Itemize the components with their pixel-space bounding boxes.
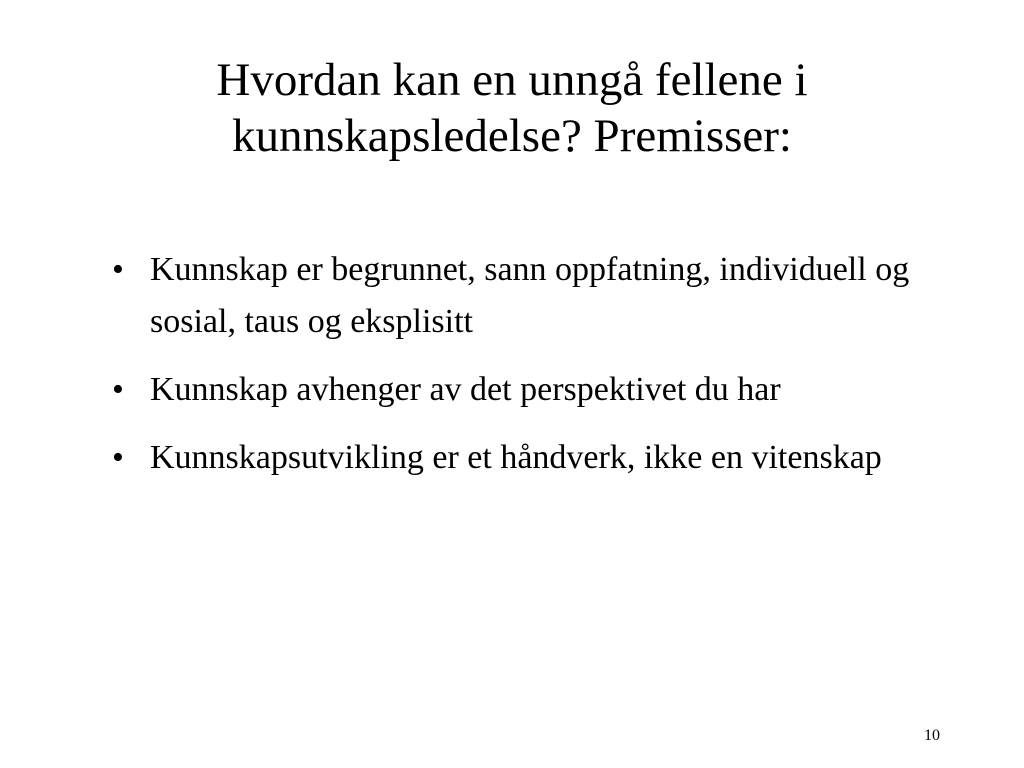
bullet-item [110, 244, 930, 348]
bullet-text: Kunnskapsutvikling er et håndverk, ikke en vitenskap [150, 439, 882, 476]
slide-title: Hvordan kan en unngå fellene i kunnskapsledelse? Premisser: [216, 54, 808, 162]
bullet-text: Kunnskap avhenger av det perspektivet du har [150, 371, 781, 408]
bullet-item [110, 432, 930, 484]
page-number: 10 [924, 727, 940, 744]
bullet-list [110, 244, 930, 500]
bullet-item [110, 364, 930, 416]
bullet-icon: • [112, 251, 124, 288]
bullet-text: Kunnskap er begrunnet, sann oppfatning, individuell og sosial, taus og eksplisitt [150, 251, 910, 340]
bullet-icon: • [112, 439, 124, 476]
bullet-icon: • [112, 371, 124, 408]
